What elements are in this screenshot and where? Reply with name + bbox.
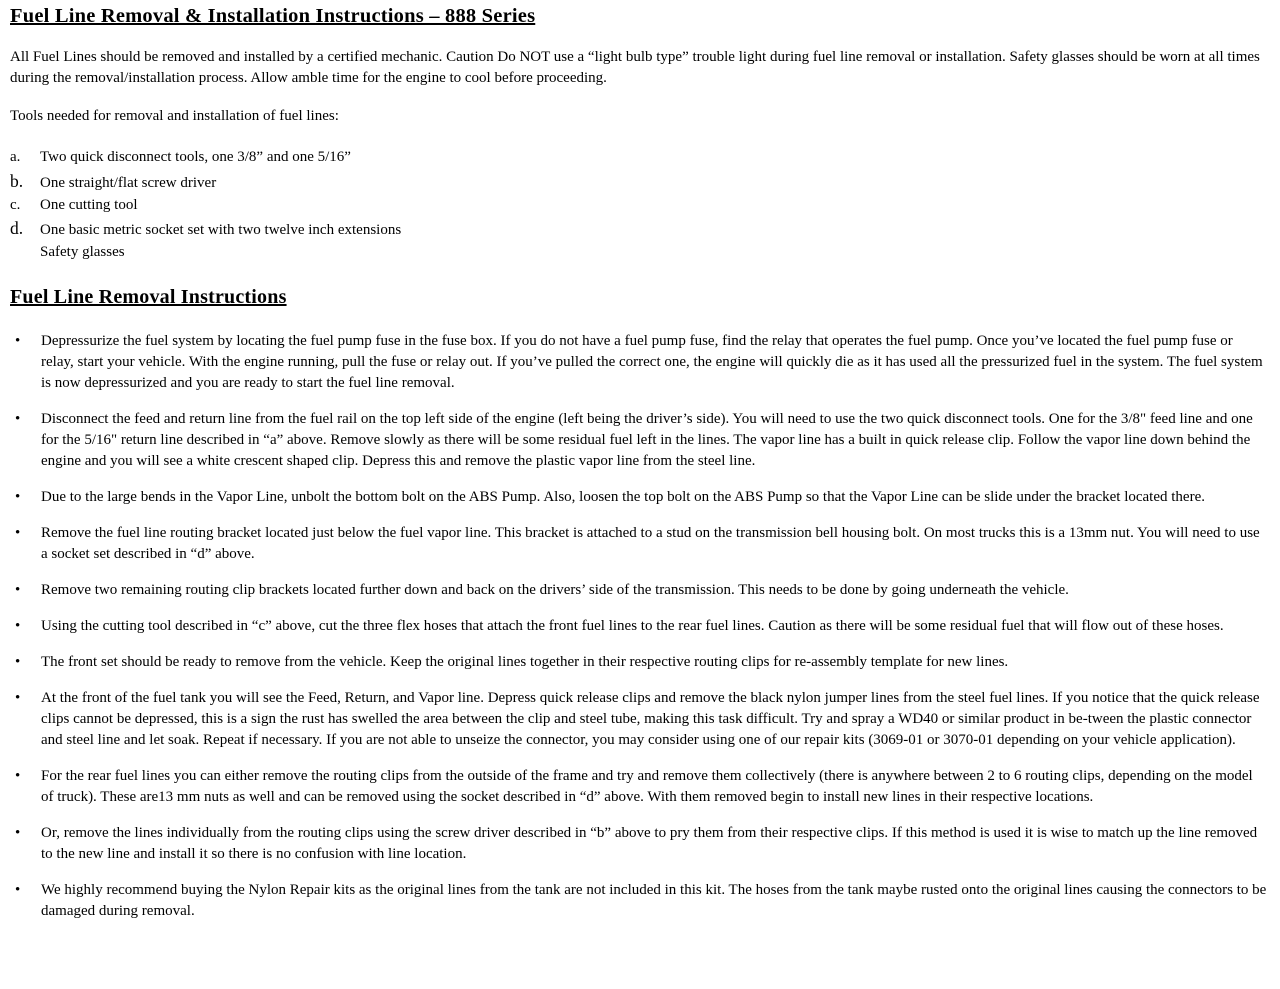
step-item: • Depressurize the fuel system by locating the fuel pump fuse in the fuse box. If you do not have a fuel pump fuse, find the relay that operates the fuel pump. Once you’ve located the fuel pump fuse or relay, start your vehicle. With the engine running, pull the fuse or relay out. If you’ve pulled the correct one, the engine will quickly die as it has used all the pressurized fuel in the system. The fuel system is now depressurized and you are ready to start the fuel line removal. [10, 331, 1267, 394]
tool-item [10, 169, 1267, 195]
step-item: • Using the cutting tool described in “c” above, cut the three flex hoses that attach the front fuel lines to the rear fuel lines. Caution as there will be some residual fuel that will flow out of these hoses. [10, 616, 1267, 637]
tool-item-letter: c. [10, 196, 21, 213]
tool-item [10, 242, 1267, 264]
tool-item-text: One basic metric socket set with two twelve inch extensions [40, 222, 402, 239]
intro-paragraph: All Fuel Lines should be removed and installed by a certified mechanic. Caution Do NOT use a “light bulb type” trouble light during fuel line removal or installation. Safety glasses should be worn at all times during the removal/installation process. Allow amble time for the engine to cool before proceeding. [10, 49, 1260, 86]
tool-item-letter: a. [10, 149, 21, 165]
step-item: • We highly recommend buying the Nylon Repair kits as the original lines from the tank are not included in this kit. The hoses from the tank maybe rusted onto the original lines causing the connectors to be damaged during removal. [10, 880, 1267, 922]
step-item: • Disconnect the feed and return line from the fuel rail on the top left side of the engine (left being the driver’s side). You will need to use the two quick disconnect tools. One for the 3/8" feed line and one for the 5/16" return line described in “a” above. Remove slowly as there will be some residual fuel left in the lines. The vapor line has a built in quick release clip. Follow the vapor line down behind the engine and you will see a white crescent shaped clip. Depress this and remove the plastic vapor line from the steel line. [10, 409, 1267, 472]
tool-item [10, 195, 1267, 217]
tool-item-text: Two quick disconnect tools, one 3/8” and one 5/16” [40, 149, 351, 165]
tools-list [10, 147, 1267, 264]
step-item: • Due to the large bends in the Vapor Line, unbolt the bottom bolt on the ABS Pump. Also, loosen the top bolt on the ABS Pump so that the Vapor Line can be slide under the bracket located there. [10, 487, 1267, 508]
step-item: • At the front of the fuel tank you will see the Feed, Return, and Vapor line. Depress quick release clips and remove the black nylon jumper lines from the steel fuel lines. If you notice that the quick release clips cannot be depressed, this is a sign the rust has swelled the area between the clip and steel tube, making this task difficult. Try and spray a WD40 or similar product in be-tween the plastic connector and steel line and let soak. Repeat if necessary. If you are not able to unseize the connector, you may consider using one of our repair kits (3069-01 or 3070-01 depending on your vehicle application). [10, 688, 1267, 751]
page-title: Fuel Line Removal & Installation Instructions – 888 Series [10, 5, 536, 27]
tool-item-letter: d. [10, 218, 24, 239]
section-heading: Fuel Line Removal Instructions [10, 285, 287, 308]
tool-item-text: One cutting tool [40, 196, 138, 213]
step-item: • Or, remove the lines individually from the routing clips using the screw driver described in “b” above to pry them from their respective clips. If this method is used it is wise to match up the line removed to the new line and install it so there is no confusion with line location. [10, 823, 1267, 865]
step-item: • Remove the fuel line routing bracket located just below the fuel vapor line. This bracket is attached to a stud on the transmission bell housing bolt. On most trucks this is a 13mm nut. You will need to use a socket set described in “d” above. [10, 523, 1267, 565]
removal-steps-list [10, 331, 1267, 922]
step-item: • For the rear fuel lines you can either remove the routing clips from the outside of the frame and try and remove them collectively (there is anywhere between 2 to 6 routing clips, depending on the model of truck). These are13 mm nuts as well and can be removed using the socket described in “d” above. With them removed begin to install new lines in their respective locations. [10, 766, 1267, 808]
tool-item [10, 216, 1267, 242]
tool-item-text: One straight/flat screw driver [40, 174, 217, 191]
step-item: • The front set should be ready to remove from the vehicle. Keep the original lines together in their respective routing clips for re-assembly template for new lines. [10, 652, 1267, 673]
step-item: • Remove two remaining routing clip brackets located further down and back on the drivers’ side of the transmission. This needs to be done by going underneath the vehicle. [10, 580, 1267, 601]
tool-item-text: Safety glasses [40, 244, 125, 260]
tool-item-letter: b. [10, 170, 24, 191]
tool-item [10, 147, 1267, 169]
tools-intro: Tools needed for removal and installation of fuel lines: [10, 108, 339, 124]
